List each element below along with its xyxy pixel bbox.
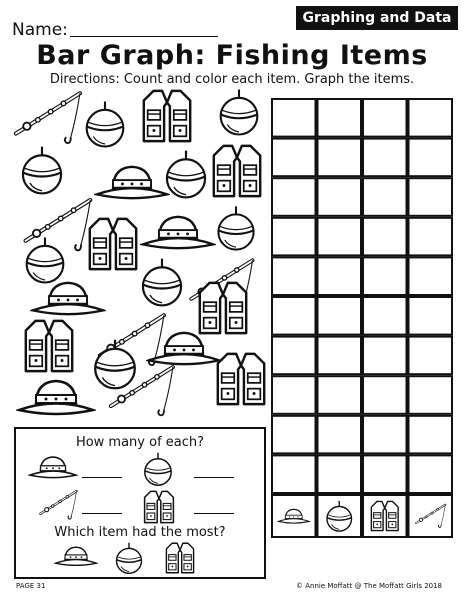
graph-cell[interactable] <box>318 416 362 454</box>
graph-cell[interactable] <box>272 376 316 414</box>
bobber-icon[interactable] <box>27 238 64 283</box>
vest-icon[interactable] <box>26 321 72 371</box>
graph-cell[interactable] <box>318 376 362 414</box>
hat-icon <box>28 451 78 483</box>
graph-cell[interactable] <box>409 257 453 295</box>
graph-cell[interactable] <box>409 337 453 375</box>
vest-icon[interactable] <box>90 219 136 269</box>
vest-icon[interactable] <box>200 283 246 333</box>
graph-cell[interactable] <box>409 178 453 216</box>
graph-cell[interactable] <box>409 455 453 493</box>
fishing-rod-icon[interactable] <box>26 200 91 250</box>
bobber-icon[interactable] <box>167 151 205 198</box>
name-line[interactable] <box>70 36 218 37</box>
graph-cell[interactable] <box>363 139 407 177</box>
most-question: Which item had the most? <box>54 525 226 540</box>
bobber-icon[interactable] <box>23 147 61 194</box>
hat-icon[interactable] <box>54 541 98 571</box>
graph-cell[interactable] <box>409 99 453 137</box>
directions-text: Directions: Count and color each item. Graph the items. <box>49 72 415 87</box>
graph-cell[interactable] <box>318 455 362 493</box>
fishing-rod-icon <box>36 487 80 523</box>
graph-cell[interactable] <box>272 416 316 454</box>
bobber-icon <box>140 451 176 487</box>
graph-cell[interactable] <box>272 297 316 335</box>
graph-cell[interactable] <box>272 139 316 177</box>
vest-count-line[interactable] <box>194 513 234 514</box>
hat-icon[interactable] <box>33 283 103 314</box>
name-label: Name: <box>12 20 68 40</box>
graph-cell[interactable] <box>318 99 362 137</box>
rod-count-line[interactable] <box>82 513 122 514</box>
hat-icon[interactable] <box>97 167 167 198</box>
graph-cell[interactable] <box>363 297 407 335</box>
graph-cell[interactable] <box>409 416 453 454</box>
graph-cell[interactable] <box>409 218 453 256</box>
bobber-icon[interactable] <box>95 340 135 389</box>
graph-cell[interactable] <box>318 218 362 256</box>
vest-icon <box>140 489 178 525</box>
graph-cell[interactable] <box>318 297 362 335</box>
graph-cell[interactable] <box>318 178 362 216</box>
hat-icon[interactable] <box>143 217 213 248</box>
graph-cell[interactable] <box>363 257 407 295</box>
graph-cell[interactable] <box>363 337 407 375</box>
graph-cell[interactable] <box>272 218 316 256</box>
graph-cell[interactable] <box>363 376 407 414</box>
graph-cell[interactable] <box>409 297 453 335</box>
bobber-icon[interactable] <box>143 259 181 306</box>
graph-cell[interactable] <box>363 178 407 216</box>
graph-cell[interactable] <box>363 99 407 137</box>
topic-badge: Graphing and Data <box>296 6 458 30</box>
graph-cell[interactable] <box>363 416 407 454</box>
graph-label-cell <box>409 495 453 537</box>
bobber-icon[interactable] <box>112 541 146 575</box>
count-box <box>14 427 266 579</box>
graph-cell[interactable] <box>318 257 362 295</box>
page-title: Bar Graph: Fishing Items <box>36 40 428 71</box>
graph-cell[interactable] <box>272 337 316 375</box>
bobber-icon[interactable] <box>221 90 258 135</box>
bobber-icon[interactable] <box>87 102 124 147</box>
page-number: PAGE 31 <box>16 582 46 590</box>
bar-graph-grid[interactable] <box>271 98 453 538</box>
copyright-text: © Annie Moffatt @ The Moffatt Girls 2018 <box>296 582 443 590</box>
graph-cell[interactable] <box>318 337 362 375</box>
graph-cell[interactable] <box>363 455 407 493</box>
graph-cell[interactable] <box>272 455 316 493</box>
graph-label-cell <box>363 495 407 537</box>
vest-icon[interactable] <box>214 146 260 196</box>
graph-cell[interactable] <box>363 218 407 256</box>
how-many-question: How many of each? <box>75 435 205 450</box>
bobber-icon[interactable] <box>218 206 253 249</box>
graph-cell[interactable] <box>409 376 453 414</box>
graph-cell[interactable] <box>272 99 316 137</box>
hat-icon[interactable] <box>19 381 93 414</box>
hat-count-line[interactable] <box>82 477 122 478</box>
vest-icon[interactable] <box>218 354 264 404</box>
bobber-count-line[interactable] <box>194 477 234 478</box>
vest-icon[interactable] <box>144 91 190 141</box>
fishing-rod-icon[interactable] <box>16 93 80 143</box>
graph-cell[interactable] <box>272 178 316 216</box>
fishing-items-picture-area <box>0 82 270 422</box>
graph-cell[interactable] <box>318 139 362 177</box>
graph-cell[interactable] <box>272 257 316 295</box>
graph-cell[interactable] <box>409 139 453 177</box>
vest-icon[interactable] <box>162 541 198 575</box>
